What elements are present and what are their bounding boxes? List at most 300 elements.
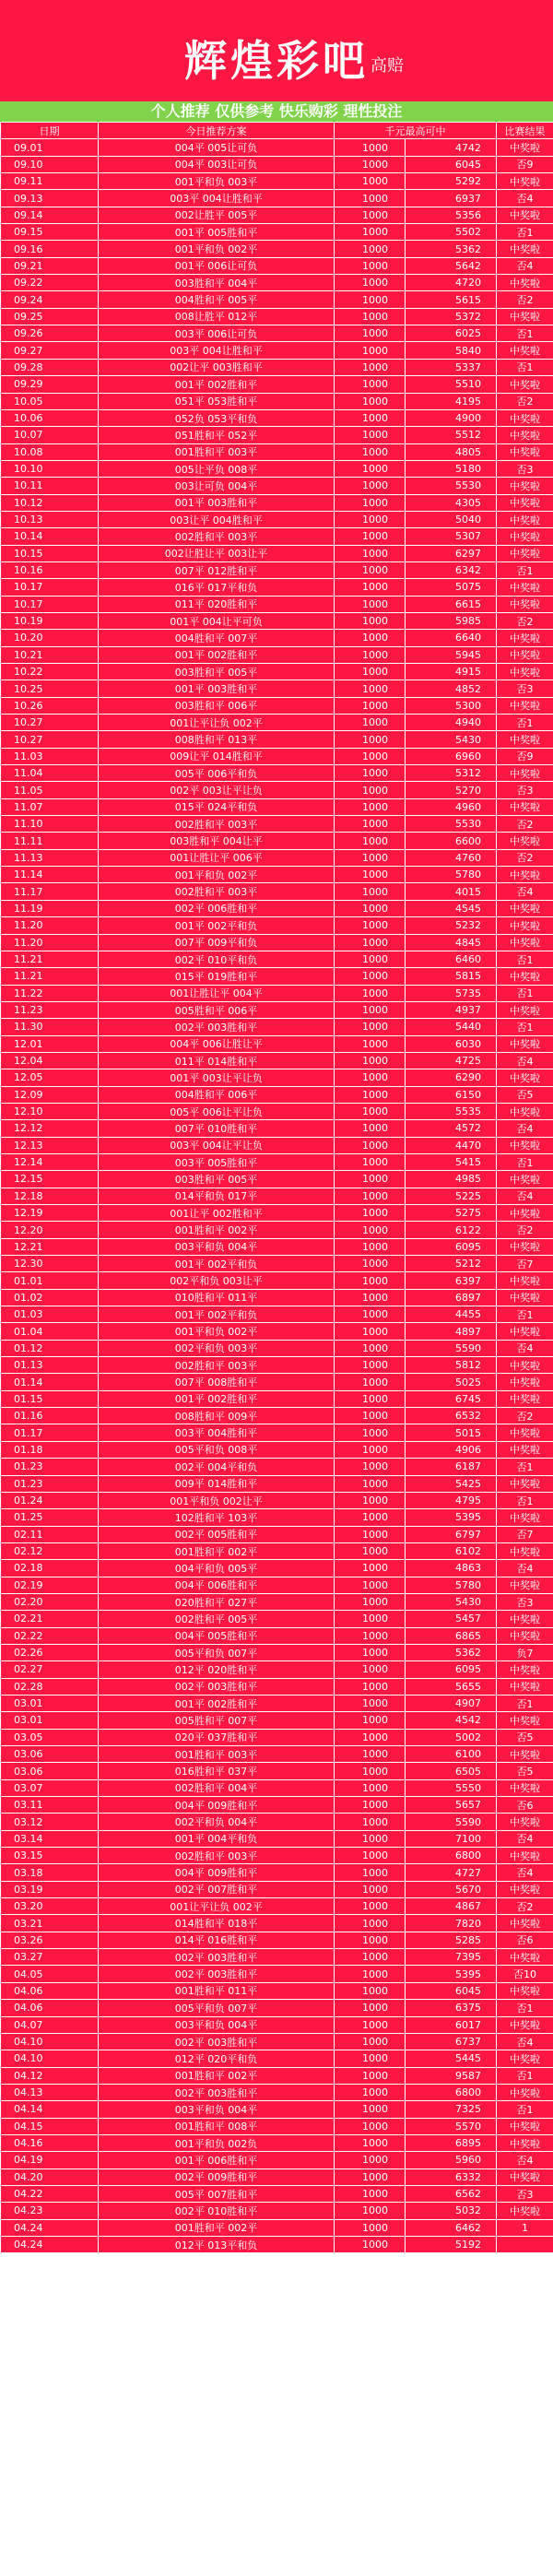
plan-cell: 011平 020胜和平 [99, 596, 335, 612]
table-row [1, 1611, 553, 1627]
table-row [1, 798, 553, 815]
result-cell: 中奖啦 [497, 409, 553, 426]
table-row [1, 1797, 553, 1814]
stake-cell: 1000 [335, 1390, 406, 1407]
table-row [1, 1137, 553, 1153]
stake-cell: 1000 [335, 2219, 406, 2236]
stake-cell: 1000 [335, 1188, 406, 1204]
stake-cell: 1000 [335, 1577, 406, 1593]
stake-cell: 1000 [335, 1644, 406, 1660]
max-win-cell: 5362 [406, 241, 497, 257]
date-cell: 11.04 [1, 765, 99, 782]
date-cell: 01.18 [1, 1441, 99, 1458]
max-win-cell: 6342 [406, 561, 497, 578]
result-cell: 中奖啦 [497, 1779, 553, 1796]
stake-cell: 1000 [335, 511, 406, 527]
table-row [1, 156, 553, 172]
stake-cell: 1000 [335, 782, 406, 798]
stake-cell: 1000 [335, 816, 406, 833]
plan-cell: 001平 004平和负 [99, 1830, 335, 1847]
date-cell: 11.20 [1, 934, 99, 951]
max-win-cell: 4937 [406, 1001, 497, 1018]
stake-cell: 1000 [335, 1374, 406, 1390]
plan-cell: 015平 024平和负 [99, 798, 335, 815]
max-win-cell: 6800 [406, 2084, 497, 2100]
date-cell: 04.20 [1, 2168, 99, 2185]
table-row [1, 275, 553, 291]
plan-cell: 001胜和平 002平 [99, 1222, 335, 1238]
result-cell: 否2 [497, 816, 553, 833]
max-win-cell: 5312 [406, 765, 497, 782]
table-row [1, 968, 553, 985]
date-cell: 10.17 [1, 579, 99, 596]
max-win-cell: 6187 [406, 1459, 497, 1475]
date-cell: 11.07 [1, 798, 99, 815]
max-win-cell: 6100 [406, 1746, 497, 1763]
date-cell: 10.27 [1, 715, 99, 731]
max-win-cell: 4470 [406, 1137, 497, 1153]
max-win-cell: 4742 [406, 139, 497, 156]
stake-cell: 1000 [335, 612, 406, 629]
result-cell: 否2 [497, 849, 553, 866]
plan-cell: 001胜和平 008平 [99, 2118, 335, 2134]
stake-cell: 1000 [335, 1814, 406, 1830]
date-cell: 04.12 [1, 2067, 99, 2084]
table-row [1, 1678, 553, 1695]
table-row [1, 1289, 553, 1306]
stake-cell: 1000 [335, 1475, 406, 1492]
date-cell: 03.11 [1, 1797, 99, 1814]
plan-cell: 003胜和平 006平 [99, 697, 335, 714]
plan-cell: 005平和负 007平 [99, 2000, 335, 2016]
plan-cell: 051胜和平 052平 [99, 427, 335, 443]
table-row [1, 139, 553, 156]
result-cell: 中奖啦 [497, 1171, 553, 1188]
plan-cell: 005平 007胜和平 [99, 2185, 335, 2202]
result-cell: 否6 [497, 1932, 553, 1948]
recommendation-table [0, 122, 553, 2253]
plan-cell: 052负 053平和负 [99, 409, 335, 426]
max-win-cell: 4760 [406, 849, 497, 866]
plan-cell: 002平 003胜和平 [99, 2033, 335, 2050]
max-win-cell: 7325 [406, 2101, 497, 2118]
result-cell: 中奖啦 [497, 443, 553, 460]
stake-cell: 1000 [335, 156, 406, 172]
table-row [1, 697, 553, 714]
table-row [1, 731, 553, 748]
result-cell: 否1 [497, 325, 553, 342]
table-row [1, 1205, 553, 1222]
date-cell: 04.05 [1, 1966, 99, 1982]
plan-cell: 005平和负 007平 [99, 1644, 335, 1660]
plan-cell: 012平 020平和负 [99, 2050, 335, 2067]
header-banner [0, 0, 553, 101]
brand-title: 辉煌彩吧 [184, 36, 369, 86]
date-cell: 11.20 [1, 917, 99, 934]
date-cell: 03.26 [1, 1932, 99, 1948]
plan-cell: 001平 002平和负 [99, 1256, 335, 1272]
date-cell: 09.26 [1, 325, 99, 342]
stake-cell: 1000 [335, 934, 406, 951]
stake-cell: 1000 [335, 1509, 406, 1526]
result-cell: 否9 [497, 156, 553, 172]
date-cell: 10.15 [1, 545, 99, 561]
max-win-cell: 5960 [406, 2152, 497, 2168]
table-row [1, 1814, 553, 1830]
plan-cell: 001胜和平 003平 [99, 443, 335, 460]
plan-cell: 001平和负 003平 [99, 173, 335, 190]
stake-cell: 1000 [335, 173, 406, 190]
plan-cell: 003平 006让可负 [99, 325, 335, 342]
plan-cell: 016平 017平和负 [99, 579, 335, 596]
stake-cell: 1000 [335, 680, 406, 697]
result-cell: 中奖啦 [497, 1357, 553, 1374]
plan-cell: 004平 006让胜让平 [99, 1035, 335, 1052]
result-cell: 中奖啦 [497, 731, 553, 748]
result-cell: 中奖啦 [497, 2168, 553, 2185]
max-win-cell: 5512 [406, 427, 497, 443]
result-cell: 否4 [497, 1188, 553, 1204]
date-cell: 11.23 [1, 1001, 99, 1018]
result-cell: 否3 [497, 680, 553, 697]
table-row [1, 291, 553, 308]
stake-cell: 1000 [335, 1120, 406, 1137]
plan-cell: 001平 002胜和平 [99, 1390, 335, 1407]
table-row [1, 1019, 553, 1035]
table-row [1, 1374, 553, 1390]
result-cell: 否3 [497, 2185, 553, 2202]
max-win-cell: 9587 [406, 2067, 497, 2084]
stake-cell: 1000 [335, 1949, 406, 1966]
date-cell: 03.27 [1, 1949, 99, 1966]
date-cell: 03.01 [1, 1695, 99, 1711]
stake-cell: 1000 [335, 1408, 406, 1424]
plan-cell: 002胜和平 003平 [99, 528, 335, 545]
plan-cell: 003平和负 004平 [99, 2016, 335, 2033]
stake-cell: 1000 [335, 1560, 406, 1577]
max-win-cell: 5015 [406, 1424, 497, 1441]
max-win-cell: 5395 [406, 1509, 497, 1526]
stake-cell: 1000 [335, 1593, 406, 1610]
plan-cell: 020胜和平 027平 [99, 1593, 335, 1610]
max-win-cell: 6297 [406, 545, 497, 561]
table-row [1, 833, 553, 849]
plan-cell: 014平和负 017平 [99, 1188, 335, 1204]
stake-cell: 1000 [335, 1306, 406, 1323]
stake-cell: 1000 [335, 207, 406, 223]
table-row [1, 900, 553, 916]
max-win-cell: 6532 [406, 1408, 497, 1424]
plan-cell: 004胜和平 007平 [99, 630, 335, 646]
table-row [1, 2118, 553, 2134]
plan-cell: 003让可负 004平 [99, 478, 335, 494]
plan-cell: 008胜和平 009平 [99, 1408, 335, 1424]
date-cell: 04.14 [1, 2101, 99, 2118]
table-row [1, 241, 553, 257]
table-row [1, 1120, 553, 1137]
result-cell: 中奖啦 [497, 1001, 553, 1018]
max-win-cell: 6397 [406, 1272, 497, 1289]
stake-cell: 1000 [335, 985, 406, 1001]
date-cell: 04.10 [1, 2050, 99, 2067]
max-win-cell: 5945 [406, 646, 497, 663]
stake-cell: 1000 [335, 376, 406, 393]
plan-cell: 009平 014胜和平 [99, 1475, 335, 1492]
stake-cell: 1000 [335, 2168, 406, 2185]
date-cell: 10.07 [1, 427, 99, 443]
max-win-cell: 4867 [406, 1898, 497, 1915]
table-row [1, 478, 553, 494]
stake-cell: 1000 [335, 190, 406, 207]
plan-cell: 008胜和平 013平 [99, 731, 335, 748]
date-cell: 12.15 [1, 1171, 99, 1188]
table-row [1, 1966, 553, 1982]
stake-cell: 1000 [335, 1323, 406, 1340]
table-row [1, 1560, 553, 1577]
table-row [1, 2152, 553, 2168]
result-cell: 中奖啦 [497, 1390, 553, 1407]
max-win-cell: 6045 [406, 156, 497, 172]
date-cell: 09.22 [1, 275, 99, 291]
stake-cell: 1000 [335, 664, 406, 680]
result-cell: 否1 [497, 985, 553, 1001]
date-cell: 12.10 [1, 1103, 99, 1119]
result-cell: 否2 [497, 1222, 553, 1238]
max-win-cell: 7100 [406, 1830, 497, 1847]
stake-cell: 1000 [335, 2067, 406, 2084]
result-cell: 否5 [497, 1763, 553, 1779]
date-cell: 12.04 [1, 1052, 99, 1069]
date-cell: 04.10 [1, 2033, 99, 2050]
stake-cell: 1000 [335, 2101, 406, 2118]
table-row [1, 409, 553, 426]
plan-cell: 003胜和平 005平 [99, 664, 335, 680]
max-win-cell: 6800 [406, 1848, 497, 1864]
table-row [1, 985, 553, 1001]
result-cell: 否1 [497, 1459, 553, 1475]
max-win-cell: 6332 [406, 2168, 497, 2185]
table-row [1, 190, 553, 207]
plan-cell: 001让平让负 002平 [99, 1898, 335, 1915]
result-cell: 否3 [497, 1593, 553, 1610]
date-cell: 04.19 [1, 2152, 99, 2168]
plan-cell: 003让平 004胜和平 [99, 511, 335, 527]
result-cell: 否1 [497, 224, 553, 241]
table-row [1, 443, 553, 460]
plan-cell: 003胜和平 005平 [99, 1171, 335, 1188]
stake-cell: 1000 [335, 342, 406, 359]
plan-cell: 002平 009胜和平 [99, 2168, 335, 2185]
max-win-cell: 4795 [406, 1492, 497, 1508]
stake-cell: 1000 [335, 1238, 406, 1255]
stake-cell: 1000 [335, 1340, 406, 1356]
plan-cell: 001胜和平 002平 [99, 2219, 335, 2236]
date-cell: 10.25 [1, 680, 99, 697]
max-win-cell: 6600 [406, 833, 497, 849]
date-cell: 01.16 [1, 1408, 99, 1424]
date-cell: 03.20 [1, 1898, 99, 1915]
max-win-cell: 5530 [406, 478, 497, 494]
stake-cell: 1000 [335, 1256, 406, 1272]
max-win-cell: 6865 [406, 1627, 497, 1644]
stake-cell: 1000 [335, 2152, 406, 2168]
table-row [1, 1001, 553, 1018]
table-row [1, 1542, 553, 1559]
table-row [1, 612, 553, 629]
plan-cell: 007平 010胜和平 [99, 1120, 335, 1137]
date-cell: 12.18 [1, 1188, 99, 1204]
table-row [1, 867, 553, 883]
max-win-cell: 5502 [406, 224, 497, 241]
result-cell: 否2 [497, 1408, 553, 1424]
header-date: 日期 [1, 123, 99, 139]
max-win-cell: 5642 [406, 257, 497, 274]
max-win-cell: 5025 [406, 1374, 497, 1390]
stake-cell: 1000 [335, 2203, 406, 2219]
plan-cell: 007平 012胜和平 [99, 561, 335, 578]
date-cell: 01.02 [1, 1289, 99, 1306]
date-cell: 01.17 [1, 1424, 99, 1441]
table-row [1, 325, 553, 342]
result-cell: 中奖啦 [497, 867, 553, 883]
date-cell: 09.16 [1, 241, 99, 257]
date-cell: 03.05 [1, 1729, 99, 1745]
max-win-cell: 5570 [406, 2118, 497, 2134]
result-cell: 中奖啦 [497, 579, 553, 596]
table-row [1, 1509, 553, 1526]
date-cell: 09.27 [1, 342, 99, 359]
plan-cell: 002胜和平 003平 [99, 816, 335, 833]
stake-cell: 1000 [335, 1763, 406, 1779]
stake-cell: 1000 [335, 1205, 406, 1222]
table-row [1, 1915, 553, 1932]
plan-cell: 005让平负 008平 [99, 460, 335, 477]
date-cell: 09.15 [1, 224, 99, 241]
table-row [1, 1475, 553, 1492]
table-row [1, 2185, 553, 2202]
date-cell: 04.06 [1, 1982, 99, 1999]
result-cell: 中奖啦 [497, 1035, 553, 1052]
table-row [1, 883, 553, 900]
max-win-cell: 5232 [406, 917, 497, 934]
table-row [1, 1441, 553, 1458]
stake-cell: 1000 [335, 1357, 406, 1374]
plan-cell: 001平 006胜和平 [99, 2152, 335, 2168]
table-row [1, 1932, 553, 1948]
table-row [1, 579, 553, 596]
result-cell: 中奖啦 [497, 765, 553, 782]
date-cell: 02.27 [1, 1661, 99, 1678]
max-win-cell: 5735 [406, 985, 497, 1001]
stake-cell: 1000 [335, 1627, 406, 1644]
stake-cell: 1000 [335, 1526, 406, 1542]
result-cell: 中奖啦 [497, 1611, 553, 1627]
stake-cell: 1000 [335, 1966, 406, 1982]
max-win-cell: 5180 [406, 460, 497, 477]
max-win-cell: 5395 [406, 1966, 497, 1982]
stake-cell: 1000 [335, 460, 406, 477]
max-win-cell: 4897 [406, 1323, 497, 1340]
date-cell: 02.11 [1, 1526, 99, 1542]
stake-cell: 1000 [335, 849, 406, 866]
date-cell: 12.30 [1, 1256, 99, 1272]
table-row [1, 816, 553, 833]
table-row [1, 460, 553, 477]
max-win-cell: 4906 [406, 1441, 497, 1458]
stake-cell: 1000 [335, 1746, 406, 1763]
plan-cell: 001平和负 002平 [99, 1323, 335, 1340]
max-win-cell: 5430 [406, 731, 497, 748]
table-row [1, 427, 553, 443]
date-cell: 12.01 [1, 1035, 99, 1052]
date-cell: 01.15 [1, 1390, 99, 1407]
plan-cell: 002平和负 003平 [99, 1340, 335, 1356]
date-cell: 03.06 [1, 1746, 99, 1763]
max-win-cell: 5840 [406, 342, 497, 359]
max-win-cell: 5780 [406, 1577, 497, 1593]
plan-cell: 001平 002平和负 [99, 1306, 335, 1323]
stake-cell: 1000 [335, 1289, 406, 1306]
date-cell: 09.25 [1, 308, 99, 325]
stake-cell: 1000 [335, 291, 406, 308]
max-win-cell: 5362 [406, 1644, 497, 1660]
max-win-cell: 4727 [406, 1864, 497, 1881]
max-win-cell: 5192 [406, 2236, 497, 2252]
plan-cell: 004平 009胜和平 [99, 1797, 335, 1814]
table-row [1, 680, 553, 697]
result-cell: 中奖啦 [497, 2084, 553, 2100]
result-cell: 中奖啦 [497, 308, 553, 325]
date-cell: 11.21 [1, 951, 99, 967]
date-cell: 10.05 [1, 393, 99, 409]
result-cell: 中奖啦 [497, 342, 553, 359]
stake-cell: 1000 [335, 1222, 406, 1238]
stake-cell: 1000 [335, 1035, 406, 1052]
plan-cell: 001平 003胜和平 [99, 494, 335, 511]
result-cell: 否3 [497, 460, 553, 477]
max-win-cell: 5812 [406, 1357, 497, 1374]
max-win-cell: 5275 [406, 1205, 497, 1222]
date-cell: 01.04 [1, 1323, 99, 1340]
stake-cell: 1000 [335, 917, 406, 934]
date-cell: 03.06 [1, 1763, 99, 1779]
max-win-cell: 4900 [406, 409, 497, 426]
table-row [1, 1949, 553, 1966]
header-result: 比赛结果 [497, 123, 553, 139]
date-cell: 12.19 [1, 1205, 99, 1222]
plan-cell: 001平和负 002平 [99, 241, 335, 257]
max-win-cell: 6045 [406, 1982, 497, 1999]
date-cell: 10.10 [1, 460, 99, 477]
table-row [1, 1340, 553, 1356]
result-cell: 中奖啦 [497, 1814, 553, 1830]
date-cell: 10.27 [1, 731, 99, 748]
result-cell: 否1 [497, 1153, 553, 1170]
stake-cell: 1000 [335, 241, 406, 257]
stake-cell: 1000 [335, 1779, 406, 1796]
plan-cell: 002平 003胜和平 [99, 2084, 335, 2100]
result-cell: 否2 [497, 291, 553, 308]
table-header-row [1, 123, 553, 139]
stake-cell: 1000 [335, 883, 406, 900]
date-cell: 12.21 [1, 1238, 99, 1255]
table-row [1, 2168, 553, 2185]
date-cell: 10.20 [1, 630, 99, 646]
table-row [1, 393, 553, 409]
stake-cell: 1000 [335, 275, 406, 291]
result-cell: 否5 [497, 1729, 553, 1745]
plan-cell: 005胜和平 007平 [99, 1712, 335, 1729]
